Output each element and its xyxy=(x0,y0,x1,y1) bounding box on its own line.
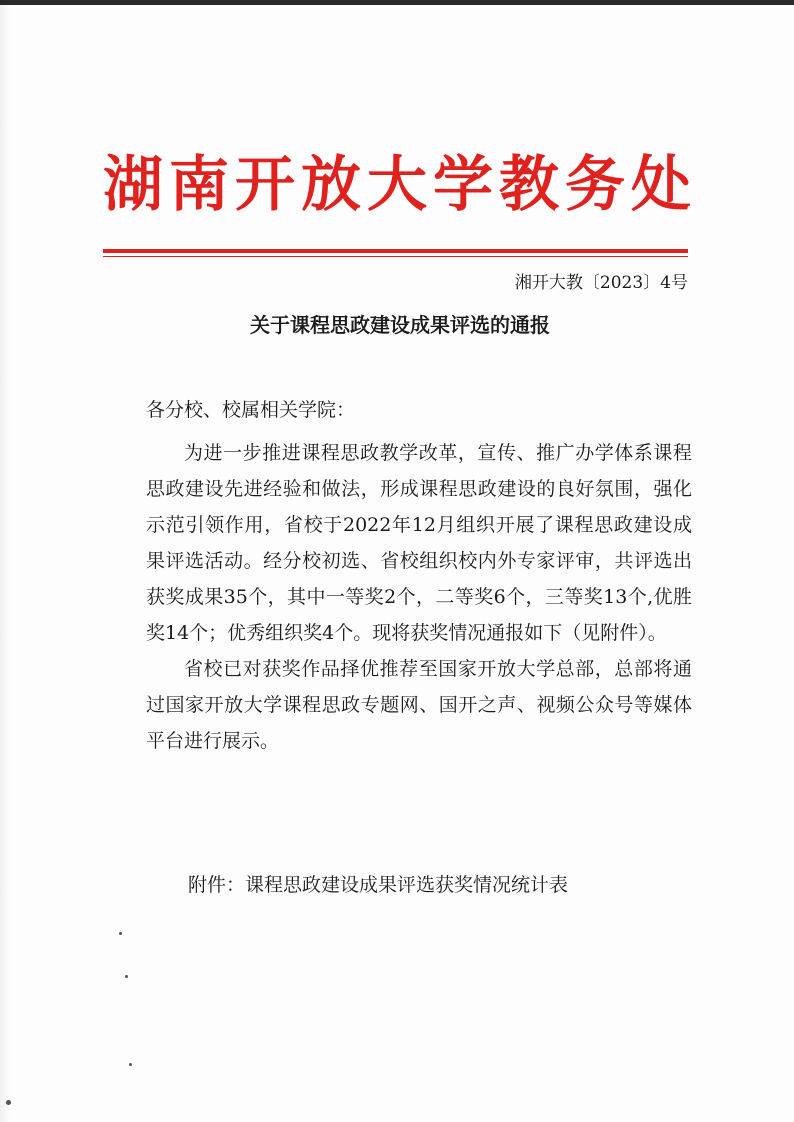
letterhead-title: 湖南开放大学教务处 xyxy=(103,150,697,220)
body-paragraph-2: 省校已对获奖作品择优推荐至国家开放大学总部，总部将通过国家开放大学课程思政专题网、国开之声、视频公众号等媒体平台进行展示。 xyxy=(146,658,692,752)
scan-speck xyxy=(6,1100,11,1105)
letterhead-red-rule-thick xyxy=(103,249,688,253)
letterhead-red-rule-thin xyxy=(103,256,688,257)
document-number: 湘开大教〔2023〕4号 xyxy=(514,273,688,293)
scan-speck xyxy=(119,932,122,935)
salutation: 各分校、校属相关学院： xyxy=(146,399,356,421)
scan-left-shadow xyxy=(0,0,10,1122)
document-body xyxy=(146,435,692,759)
scan-speck xyxy=(129,1063,132,1066)
scan-top-edge xyxy=(0,0,794,5)
document-title: 关于课程思政建设成果评选的通报 xyxy=(250,313,550,337)
scan-speck xyxy=(125,975,128,978)
attachment-note: 附件：课程思政建设成果评选获奖情况统计表 xyxy=(188,874,569,896)
body-paragraph-1: 为进一步推进课程思政教学改革，宣传、推广办学体系课程思政建设先进经验和做法，形成课程思政建设的良好氛围，强化示范引领作用，省校于2022年12月组织开展了课程思政建设成果评选活动。经分校初选、省校组织校内外专家评审，共评选出获奖成果35个，其中一等奖2个，二等奖6个，三等奖13个,优胜奖14个；优秀组织奖4个。现将获奖情况通报如下（见附件）。 xyxy=(146,442,692,644)
